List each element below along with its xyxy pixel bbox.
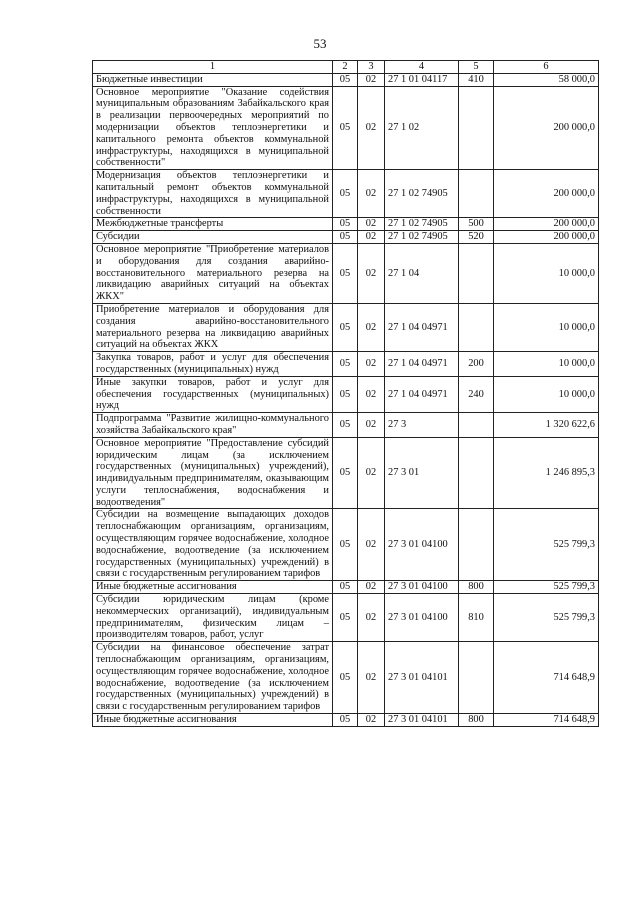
row-amount-cell: 714 648,9 xyxy=(494,714,599,727)
row-amount-cell: 525 799,3 xyxy=(494,594,599,642)
row-target-article-cell: 27 3 01 04101 xyxy=(385,642,459,714)
row-target-article-cell: 27 1 04 xyxy=(385,243,459,303)
row-target-article-cell: 27 1 02 74905 xyxy=(385,231,459,244)
row-expense-type-cell xyxy=(459,437,494,509)
header-cell-3: 3 xyxy=(358,61,385,74)
table-row xyxy=(93,581,599,594)
row-subsection-cell: 02 xyxy=(358,594,385,642)
row-target-article-cell: 27 3 01 04100 xyxy=(385,509,459,581)
row-amount-cell: 200 000,0 xyxy=(494,231,599,244)
table-row xyxy=(93,594,599,642)
table-row xyxy=(93,437,599,509)
header-cell-2: 2 xyxy=(333,61,358,74)
row-expense-type-cell xyxy=(459,509,494,581)
table-row xyxy=(93,231,599,244)
page-number: 53 xyxy=(313,36,327,51)
row-subsection-cell: 02 xyxy=(358,437,385,509)
row-name-cell: Иные бюджетные ассигнования xyxy=(93,714,333,727)
table-row xyxy=(93,73,599,86)
row-section-cell: 05 xyxy=(333,437,358,509)
row-name-cell: Иные бюджетные ассигнования xyxy=(93,581,333,594)
row-section-cell: 05 xyxy=(333,594,358,642)
row-expense-type-cell: 800 xyxy=(459,581,494,594)
table-row xyxy=(93,303,599,351)
row-subsection-cell: 02 xyxy=(358,73,385,86)
row-amount-cell: 200 000,0 xyxy=(494,86,599,170)
row-name-cell: Субсидии юридическим лицам (кроме некоммерческих организаций), индивидуальным предпринимателям, физическим лицам – производителям товаров, работ, услуг xyxy=(93,594,333,642)
row-subsection-cell: 02 xyxy=(358,509,385,581)
table-row xyxy=(93,352,599,377)
row-subsection-cell: 02 xyxy=(358,413,385,438)
row-subsection-cell: 02 xyxy=(358,642,385,714)
table-header-row xyxy=(93,61,599,74)
row-target-article-cell: 27 1 02 74905 xyxy=(385,170,459,218)
row-target-article-cell: 27 3 01 04100 xyxy=(385,581,459,594)
row-section-cell: 05 xyxy=(333,413,358,438)
row-section-cell: 05 xyxy=(333,73,358,86)
row-amount-cell: 525 799,3 xyxy=(494,509,599,581)
row-amount-cell: 10 000,0 xyxy=(494,376,599,412)
row-section-cell: 05 xyxy=(333,581,358,594)
row-name-cell: Субсидии xyxy=(93,231,333,244)
budget-table xyxy=(92,60,599,727)
row-expense-type-cell xyxy=(459,170,494,218)
row-name-cell: Основное мероприятие "Приобретение материалов и оборудования для создания аварийно-восстановительного материального резерва на ликвидацию аварийных ситуаций на объектах ЖКХ" xyxy=(93,243,333,303)
row-expense-type-cell: 500 xyxy=(459,218,494,231)
table-row xyxy=(93,170,599,218)
row-amount-cell: 58 000,0 xyxy=(494,73,599,86)
row-name-cell: Основное мероприятие "Предоставление субсидий юридическим лицам (за исключением государственных (муниципальных) учреждений), индивидуальным предпринимателям, оказывающим услуги теплоснабжения, водоснабжения и водоотведения" xyxy=(93,437,333,509)
row-name-cell: Межбюджетные трансферты xyxy=(93,218,333,231)
row-section-cell: 05 xyxy=(333,303,358,351)
row-subsection-cell: 02 xyxy=(358,170,385,218)
row-amount-cell: 1 320 622,6 xyxy=(494,413,599,438)
row-subsection-cell: 02 xyxy=(358,581,385,594)
row-name-cell: Субсидии на финансовое обеспечение затрат теплоснабжающим организациям, организациям, осуществляющим горячее водоснабжение, холодное водоснабжение, водоотведение (за исключением государственных (муниципальных) учреждений) в связи с государственным регулированием тарифов xyxy=(93,642,333,714)
row-subsection-cell: 02 xyxy=(358,86,385,170)
row-expense-type-cell: 810 xyxy=(459,594,494,642)
row-section-cell: 05 xyxy=(333,218,358,231)
row-section-cell: 05 xyxy=(333,231,358,244)
row-section-cell: 05 xyxy=(333,243,358,303)
row-amount-cell: 525 799,3 xyxy=(494,581,599,594)
row-target-article-cell: 27 3 01 04101 xyxy=(385,714,459,727)
table-row xyxy=(93,642,599,714)
row-section-cell: 05 xyxy=(333,509,358,581)
row-target-article-cell: 27 1 04 04971 xyxy=(385,303,459,351)
row-target-article-cell: 27 1 02 xyxy=(385,86,459,170)
row-section-cell: 05 xyxy=(333,352,358,377)
row-target-article-cell: 27 3 xyxy=(385,413,459,438)
row-amount-cell: 10 000,0 xyxy=(494,243,599,303)
row-expense-type-cell: 410 xyxy=(459,73,494,86)
table-row xyxy=(93,86,599,170)
row-target-article-cell: 27 1 04 04971 xyxy=(385,376,459,412)
row-subsection-cell: 02 xyxy=(358,303,385,351)
row-amount-cell: 10 000,0 xyxy=(494,303,599,351)
table-row xyxy=(93,218,599,231)
row-name-cell: Иные закупки товаров, работ и услуг для обеспечения государственных (муниципальных) нужд xyxy=(93,376,333,412)
row-amount-cell: 200 000,0 xyxy=(494,170,599,218)
row-amount-cell: 1 246 895,3 xyxy=(494,437,599,509)
row-subsection-cell: 02 xyxy=(358,218,385,231)
row-target-article-cell: 27 3 01 xyxy=(385,437,459,509)
table-row xyxy=(93,243,599,303)
row-section-cell: 05 xyxy=(333,86,358,170)
row-target-article-cell: 27 1 04 04971 xyxy=(385,352,459,377)
row-subsection-cell: 02 xyxy=(358,352,385,377)
table-row xyxy=(93,509,599,581)
row-expense-type-cell xyxy=(459,303,494,351)
row-target-article-cell: 27 1 02 74905 xyxy=(385,218,459,231)
row-expense-type-cell xyxy=(459,86,494,170)
row-subsection-cell: 02 xyxy=(358,714,385,727)
row-expense-type-cell: 200 xyxy=(459,352,494,377)
row-section-cell: 05 xyxy=(333,714,358,727)
header-cell-5: 5 xyxy=(459,61,494,74)
header-cell-6: 6 xyxy=(494,61,599,74)
row-expense-type-cell: 800 xyxy=(459,714,494,727)
table-row xyxy=(93,714,599,727)
row-name-cell: Приобретение материалов и оборудования для создания аварийно-восстановительного материального резерва на ликвидацию аварийных ситуаций на объектах ЖКХ xyxy=(93,303,333,351)
row-target-article-cell: 27 1 01 04117 xyxy=(385,73,459,86)
table-row xyxy=(93,376,599,412)
row-expense-type-cell xyxy=(459,642,494,714)
row-section-cell: 05 xyxy=(333,376,358,412)
table-row xyxy=(93,413,599,438)
row-amount-cell: 200 000,0 xyxy=(494,218,599,231)
row-name-cell: Основное мероприятие "Оказание содействия муниципальным образованиям Забайкальского края в реализации первоочередных мероприятий по модернизации объектов теплоэнергетики и капитального ремонта объектов коммунальной инфраструктуры, находящихся в муниципальной собственности" xyxy=(93,86,333,170)
row-amount-cell: 10 000,0 xyxy=(494,352,599,377)
row-expense-type-cell xyxy=(459,243,494,303)
row-name-cell: Подпрограмма "Развитие жилищно-коммунального хозяйства Забайкальского края" xyxy=(93,413,333,438)
header-cell-4: 4 xyxy=(385,61,459,74)
row-amount-cell: 714 648,9 xyxy=(494,642,599,714)
row-subsection-cell: 02 xyxy=(358,243,385,303)
row-name-cell: Субсидии на возмещение выпадающих доходов теплоснабжающим организациям, организациям, осуществляющим горячее водоснабжение, холодное водоснабжение, водоотведение (за исключением государственных (муниципальных) учреждений) в связи с государственным регулированием тарифов xyxy=(93,509,333,581)
row-name-cell: Бюджетные инвестиции xyxy=(93,73,333,86)
row-section-cell: 05 xyxy=(333,170,358,218)
row-expense-type-cell: 520 xyxy=(459,231,494,244)
row-subsection-cell: 02 xyxy=(358,231,385,244)
row-subsection-cell: 02 xyxy=(358,376,385,412)
header-cell-1: 1 xyxy=(93,61,333,74)
row-section-cell: 05 xyxy=(333,642,358,714)
row-name-cell: Закупка товаров, работ и услуг для обеспечения государственных (муниципальных) нужд xyxy=(93,352,333,377)
row-expense-type-cell xyxy=(459,413,494,438)
row-expense-type-cell: 240 xyxy=(459,376,494,412)
row-name-cell: Модернизация объектов теплоэнергетики и капитальный ремонт объектов коммунальной инфраструктуры, находящихся в муниципальной собственности xyxy=(93,170,333,218)
row-target-article-cell: 27 3 01 04100 xyxy=(385,594,459,642)
